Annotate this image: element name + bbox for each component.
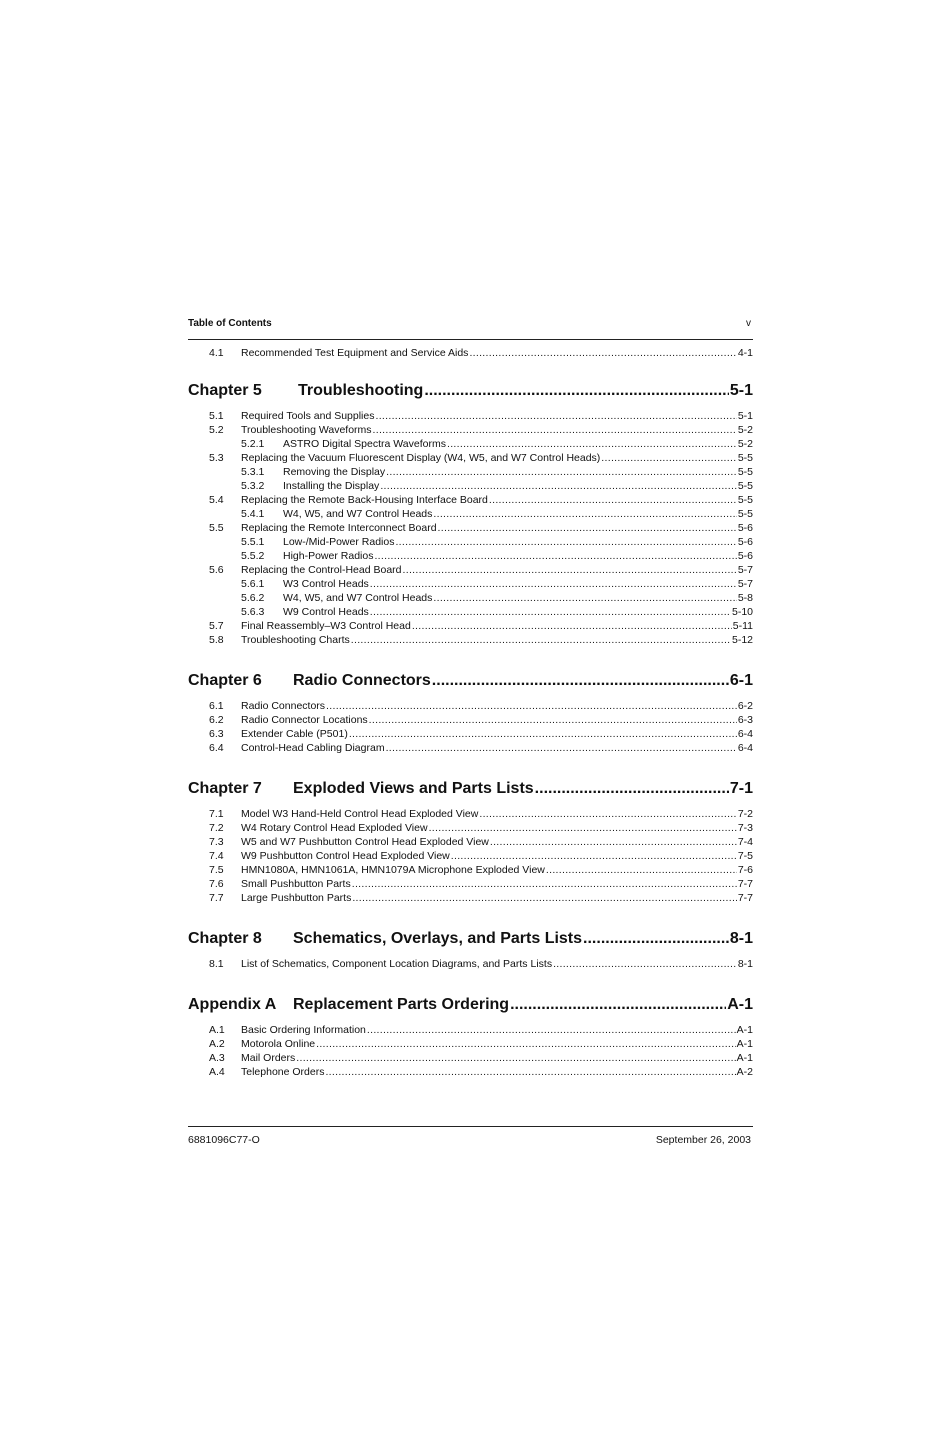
entry-page: 5-6 bbox=[737, 522, 753, 534]
toc-entry[interactable] bbox=[188, 1051, 753, 1065]
entry-title: List of Schematics, Component Location Diagrams, and Parts Lists bbox=[241, 958, 553, 970]
entry-page: 5-10 bbox=[731, 606, 753, 618]
chapter-label: Chapter 5 bbox=[188, 382, 262, 399]
toc-entry[interactable] bbox=[188, 451, 753, 465]
chapter-page: 8-1 bbox=[729, 930, 753, 947]
entry-title: Telephone Orders bbox=[241, 1066, 325, 1078]
entry-title: Control-Head Cabling Diagram bbox=[241, 742, 385, 754]
entry-page: 5-2 bbox=[737, 424, 753, 436]
entry-number: 5.3 bbox=[209, 452, 224, 464]
entry-page: 8-1 bbox=[737, 958, 753, 970]
header-title: Table of Contents bbox=[188, 318, 272, 329]
dot-leader bbox=[349, 727, 737, 741]
toc-subentry[interactable] bbox=[188, 591, 753, 605]
entry-page: 5-2 bbox=[737, 438, 753, 450]
toc-entry[interactable] bbox=[188, 1037, 753, 1051]
toc-entry[interactable] bbox=[188, 807, 753, 821]
entry-page: 7-3 bbox=[737, 822, 753, 834]
dot-leader bbox=[424, 378, 729, 403]
toc-subentry[interactable] bbox=[188, 437, 753, 451]
toc-entry[interactable] bbox=[188, 409, 753, 423]
toc-entry[interactable] bbox=[188, 493, 753, 507]
chapter-heading-6[interactable] bbox=[188, 668, 753, 693]
entry-page: 5-5 bbox=[737, 466, 753, 478]
entry-number: 5.7 bbox=[209, 620, 224, 632]
toc-entry[interactable] bbox=[188, 957, 753, 971]
toc-subentry[interactable] bbox=[188, 577, 753, 591]
entry-page: 7-5 bbox=[737, 850, 753, 862]
entry-title: Recommended Test Equipment and Service Aids bbox=[241, 347, 469, 359]
dot-leader bbox=[373, 423, 737, 437]
entry-title: ASTRO Digital Spectra Waveforms bbox=[283, 438, 446, 450]
entry-page: 5-5 bbox=[737, 508, 753, 520]
entry-page: 5-8 bbox=[737, 592, 753, 604]
entry-page: 6-2 bbox=[737, 700, 753, 712]
toc-subentry[interactable] bbox=[188, 605, 753, 619]
entry-number: 6.1 bbox=[209, 700, 224, 712]
entry-number: 5.4.1 bbox=[241, 508, 265, 520]
dot-leader bbox=[433, 591, 736, 605]
entry-title: Removing the Display bbox=[283, 466, 386, 478]
chapter-page: 6-1 bbox=[729, 672, 753, 689]
entry-title: Final Reassembly–W3 Control Head bbox=[241, 620, 411, 632]
entry-number: 5.4 bbox=[209, 494, 224, 506]
entry-title: W3 Control Heads bbox=[283, 578, 369, 590]
dot-leader bbox=[374, 549, 736, 563]
entry-title: W9 Pushbutton Control Head Exploded View bbox=[241, 850, 450, 862]
toc-entry[interactable] bbox=[188, 1023, 753, 1037]
dot-leader bbox=[370, 605, 731, 619]
entry-title: Installing the Display bbox=[283, 480, 380, 492]
toc-entry[interactable] bbox=[188, 423, 753, 437]
entry-number: 5.5.1 bbox=[241, 536, 265, 548]
entry-number: 5.6.2 bbox=[241, 592, 265, 604]
entry-title: Motorola Online bbox=[241, 1038, 316, 1050]
entry-page: 5-1 bbox=[737, 410, 753, 422]
entry-page: 5-7 bbox=[737, 578, 753, 590]
chapter-label: Chapter 8 bbox=[188, 930, 262, 947]
entry-page: 5-11 bbox=[732, 620, 753, 632]
chapter-label: Appendix A bbox=[188, 996, 277, 1013]
chapter-title: Troubleshooting bbox=[298, 382, 424, 399]
entry-number: A.4 bbox=[209, 1066, 225, 1078]
dot-leader bbox=[429, 821, 737, 835]
entry-page: A-1 bbox=[736, 1024, 753, 1036]
entry-title: Replacing the Remote Back-Housing Interface Board bbox=[241, 494, 488, 506]
entry-title: W5 and W7 Pushbutton Control Head Exploded View bbox=[241, 836, 489, 848]
document-number: 6881096C77-O bbox=[188, 1134, 260, 1146]
entry-title: W4, W5, and W7 Control Heads bbox=[283, 592, 433, 604]
entry-number: 4.1 bbox=[209, 347, 224, 359]
page-header bbox=[188, 316, 753, 340]
toc-entry[interactable] bbox=[188, 713, 753, 727]
dot-leader bbox=[510, 992, 726, 1017]
entry-title: Troubleshooting Waveforms bbox=[241, 424, 372, 436]
dot-leader bbox=[375, 409, 736, 423]
dot-leader bbox=[325, 1065, 735, 1079]
entry-page: 4-1 bbox=[737, 347, 753, 359]
entry-page: 6-3 bbox=[737, 714, 753, 726]
toc-entry[interactable] bbox=[188, 821, 753, 835]
entry-page: 5-5 bbox=[737, 452, 753, 464]
entry-page: A-2 bbox=[736, 1066, 753, 1078]
entry-page: 7-4 bbox=[737, 836, 753, 848]
entry-title: High-Power Radios bbox=[283, 550, 374, 562]
chapter-heading-7[interactable] bbox=[188, 776, 753, 801]
dot-leader bbox=[412, 619, 732, 633]
chapter-heading-8[interactable] bbox=[188, 926, 753, 951]
entry-title: W9 Control Heads bbox=[283, 606, 369, 618]
dot-leader bbox=[535, 776, 729, 801]
dot-leader bbox=[553, 957, 737, 971]
entry-number: 7.4 bbox=[209, 850, 224, 862]
toc-subentry[interactable] bbox=[188, 535, 753, 549]
entry-number: 7.2 bbox=[209, 822, 224, 834]
toc-entry[interactable] bbox=[188, 863, 753, 877]
dot-leader bbox=[351, 633, 731, 647]
entry-title: W4, W5, and W7 Control Heads bbox=[283, 508, 433, 520]
entry-title: Mail Orders bbox=[241, 1052, 296, 1064]
dot-leader bbox=[451, 849, 737, 863]
dot-leader bbox=[326, 699, 737, 713]
toc-entry[interactable] bbox=[188, 521, 753, 535]
entry-title: Required Tools and Supplies bbox=[241, 410, 375, 422]
entry-title: Extender Cable (P501) bbox=[241, 728, 348, 740]
dot-leader bbox=[367, 1023, 736, 1037]
dot-leader bbox=[352, 891, 736, 905]
chapter-heading-5[interactable] bbox=[188, 378, 753, 403]
dot-leader bbox=[601, 451, 737, 465]
chapter-title: Replacement Parts Ordering bbox=[293, 996, 510, 1013]
entry-page: 5-7 bbox=[737, 564, 753, 576]
entry-number: 6.4 bbox=[209, 742, 224, 754]
entry-page: 7-7 bbox=[737, 878, 753, 890]
toc-entry[interactable] bbox=[188, 633, 753, 647]
chapter-label: Chapter 6 bbox=[188, 672, 262, 689]
toc-entry[interactable] bbox=[188, 891, 753, 905]
chapter-title: Schematics, Overlays, and Parts Lists bbox=[293, 930, 583, 947]
entry-number: 6.2 bbox=[209, 714, 224, 726]
entry-number: 7.6 bbox=[209, 878, 224, 890]
dot-leader bbox=[386, 465, 737, 479]
dot-leader bbox=[316, 1037, 736, 1051]
entry-title: Replacing the Control-Head Board bbox=[241, 564, 402, 576]
entry-title: W4 Rotary Control Head Exploded View bbox=[241, 822, 428, 834]
toc-entry[interactable] bbox=[188, 877, 753, 891]
header-page-number: v bbox=[746, 318, 751, 329]
dot-leader bbox=[447, 437, 737, 451]
toc-entry[interactable] bbox=[188, 741, 753, 755]
entry-title: Basic Ordering Information bbox=[241, 1024, 366, 1036]
toc-entry[interactable] bbox=[188, 849, 753, 863]
entry-number: 6.3 bbox=[209, 728, 224, 740]
entry-page: 5-6 bbox=[737, 536, 753, 548]
dot-leader bbox=[432, 668, 729, 693]
chapter-page: 5-1 bbox=[729, 382, 753, 399]
entry-number: A.1 bbox=[209, 1024, 225, 1036]
toc-entry[interactable] bbox=[188, 727, 753, 741]
entry-title: Radio Connector Locations bbox=[241, 714, 368, 726]
dot-leader bbox=[479, 807, 736, 821]
toc-subentry[interactable] bbox=[188, 507, 753, 521]
toc-entry[interactable] bbox=[188, 699, 753, 713]
toc-subentry[interactable] bbox=[188, 479, 753, 493]
entry-title: Small Pushbutton Parts bbox=[241, 878, 351, 890]
chapter-title: Exploded Views and Parts Lists bbox=[293, 780, 534, 797]
dot-leader bbox=[490, 835, 737, 849]
entry-page: A-1 bbox=[736, 1038, 753, 1050]
entry-title: Replacing the Remote Interconnect Board bbox=[241, 522, 437, 534]
entry-page: 7-2 bbox=[737, 808, 753, 820]
entry-page: 7-6 bbox=[737, 864, 753, 876]
entry-title: Troubleshooting Charts bbox=[241, 634, 350, 646]
dot-leader bbox=[546, 863, 737, 877]
entry-title: Model W3 Hand-Held Control Head Exploded View bbox=[241, 808, 479, 820]
table-of-contents bbox=[188, 346, 753, 1079]
dot-leader bbox=[370, 577, 737, 591]
dot-leader bbox=[369, 713, 737, 727]
toc-entry[interactable] bbox=[188, 1065, 753, 1079]
entry-number: 5.8 bbox=[209, 634, 224, 646]
toc-entry[interactable] bbox=[188, 835, 753, 849]
entry-number: 5.6 bbox=[209, 564, 224, 576]
page-footer bbox=[188, 1126, 753, 1146]
dot-leader bbox=[433, 507, 736, 521]
entry-number: 5.2.1 bbox=[241, 438, 265, 450]
entry-number: 5.1 bbox=[209, 410, 224, 422]
entry-number: 8.1 bbox=[209, 958, 224, 970]
entry-page: 5-5 bbox=[737, 480, 753, 492]
entry-title: HMN1080A, HMN1061A, HMN1079A Microphone Exploded View bbox=[241, 864, 545, 876]
chapter-page: A-1 bbox=[727, 996, 753, 1013]
entry-title: Replacing the Vacuum Fluorescent Display (W4, W5, and W7 Control Heads) bbox=[241, 452, 601, 464]
entry-number: A.2 bbox=[209, 1038, 225, 1050]
dot-leader bbox=[380, 479, 737, 493]
entry-number: 7.1 bbox=[209, 808, 224, 820]
dot-leader bbox=[583, 926, 729, 951]
dot-leader bbox=[438, 521, 737, 535]
entry-number: 7.5 bbox=[209, 864, 224, 876]
dot-leader bbox=[403, 563, 737, 577]
entry-page: 5-12 bbox=[731, 634, 753, 646]
entry-number: A.3 bbox=[209, 1052, 225, 1064]
entry-number: 5.6.1 bbox=[241, 578, 265, 590]
entry-page: 5-5 bbox=[737, 494, 753, 506]
chapter-page: 7-1 bbox=[729, 780, 753, 797]
entry-page: 7-7 bbox=[737, 892, 753, 904]
entry-page: 5-6 bbox=[737, 550, 753, 562]
entry-number: 7.3 bbox=[209, 836, 224, 848]
chapter-title: Radio Connectors bbox=[293, 672, 431, 689]
dot-leader bbox=[386, 741, 737, 755]
entry-title: Radio Connectors bbox=[241, 700, 326, 712]
entry-number: 5.5.2 bbox=[241, 550, 265, 562]
entry-number: 5.3.2 bbox=[241, 480, 265, 492]
entry-title: Large Pushbutton Parts bbox=[241, 892, 352, 904]
dot-leader bbox=[352, 877, 737, 891]
dot-leader bbox=[469, 346, 736, 360]
entry-number: 5.5 bbox=[209, 522, 224, 534]
toc-subentry[interactable] bbox=[188, 465, 753, 479]
chapter-label: Chapter 7 bbox=[188, 780, 262, 797]
dot-leader bbox=[296, 1051, 735, 1065]
toc-subentry[interactable] bbox=[188, 549, 753, 563]
entry-page: A-1 bbox=[736, 1052, 753, 1064]
toc-entry[interactable] bbox=[188, 563, 753, 577]
entry-page: 6-4 bbox=[737, 728, 753, 740]
entry-number: 5.3.1 bbox=[241, 466, 265, 478]
entry-number: 5.6.3 bbox=[241, 606, 265, 618]
toc-entry[interactable] bbox=[188, 346, 753, 360]
entry-number: 5.2 bbox=[209, 424, 224, 436]
entry-number: 7.7 bbox=[209, 892, 224, 904]
appendix-heading-a[interactable] bbox=[188, 992, 753, 1017]
entry-page: 6-4 bbox=[737, 742, 753, 754]
document-date: September 26, 2003 bbox=[655, 1134, 751, 1146]
dot-leader bbox=[395, 535, 736, 549]
entry-title: Low-/Mid-Power Radios bbox=[283, 536, 395, 548]
dot-leader bbox=[489, 493, 737, 507]
toc-entry[interactable] bbox=[188, 619, 753, 633]
